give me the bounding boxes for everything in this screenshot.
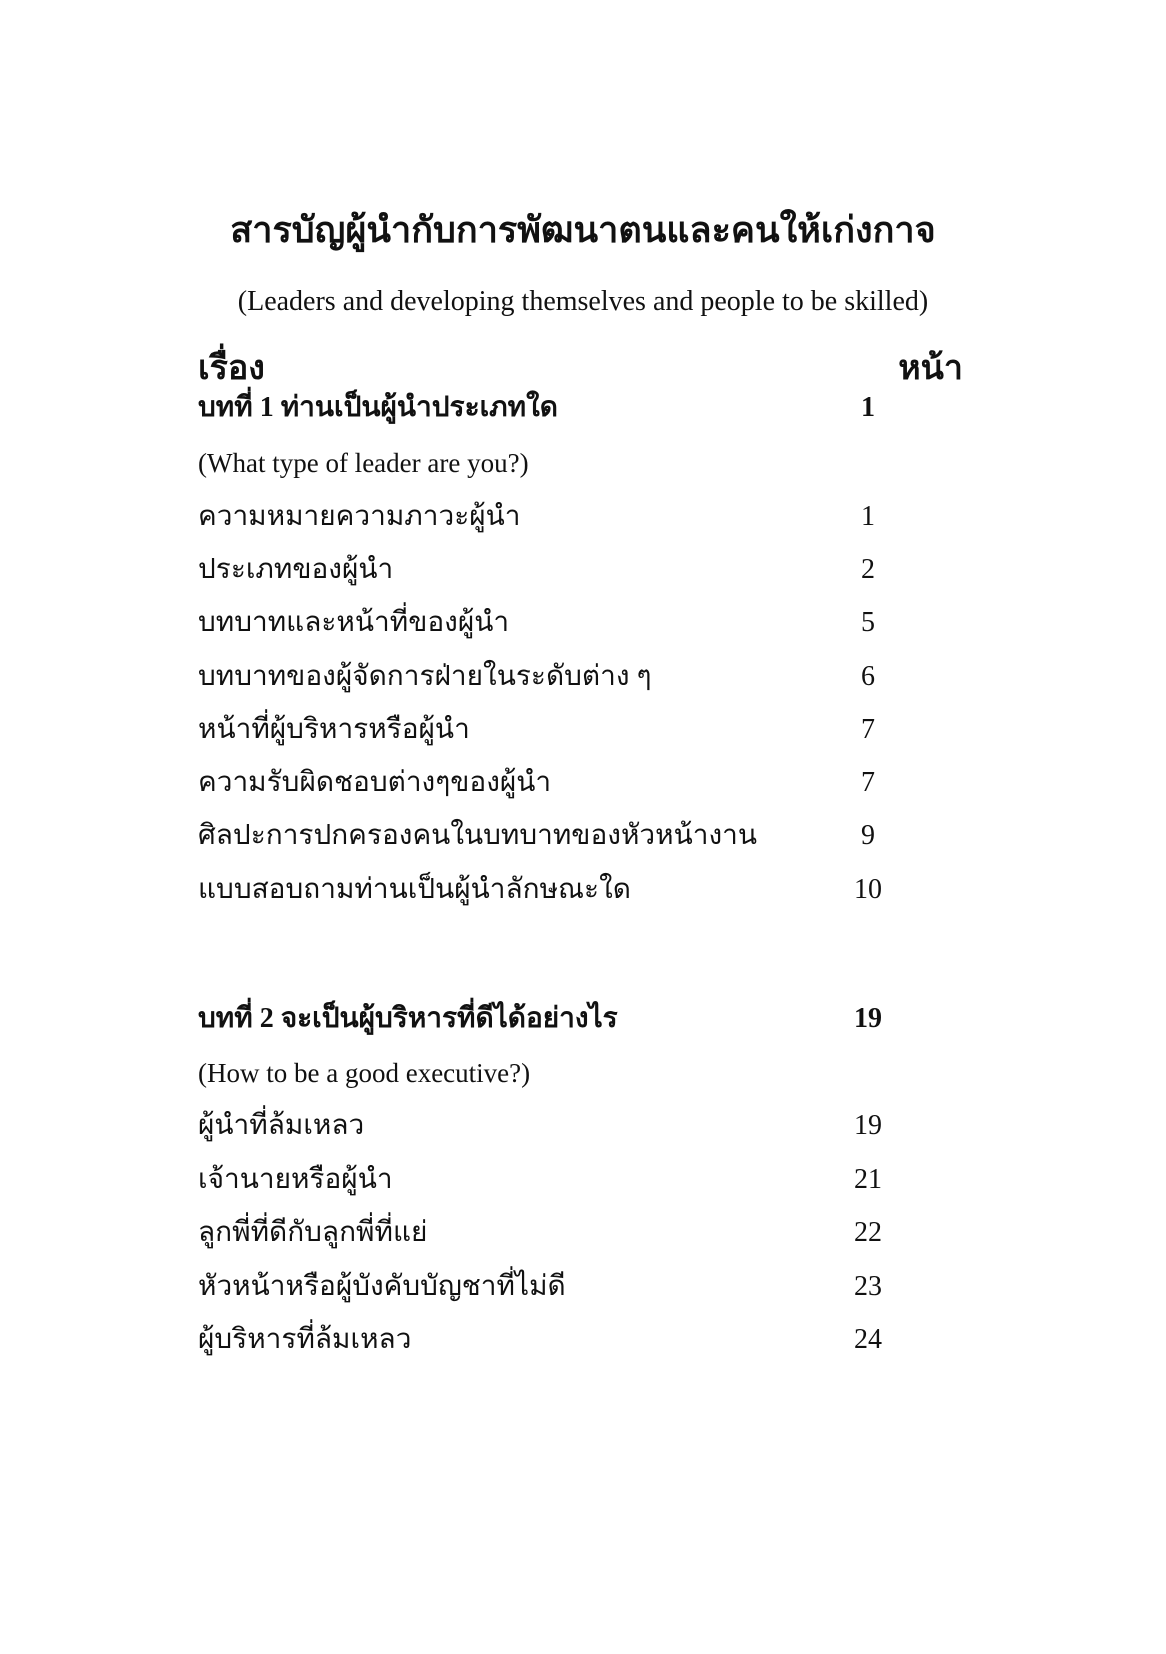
toc-entry xyxy=(198,497,938,537)
toc-entry xyxy=(198,1213,938,1253)
document-title: สารบัญผู้นำกับการพัฒนาตนและคนให้เก่งกาจ xyxy=(230,210,936,250)
toc-entry-label: ลูกพี่ที่ดีกับลูกพี่ที่แย่ xyxy=(198,1217,428,1248)
chapter-1-page: 1 xyxy=(861,392,875,423)
toc-entry xyxy=(198,1106,938,1146)
toc-entry-label: หัวหน้าหรือผู้บังคับบัญชาที่ไม่ดี xyxy=(198,1271,566,1302)
column-header-topic: เรื่อง xyxy=(198,350,265,387)
toc-entry-page: 19 xyxy=(854,1110,882,1141)
toc-entry-page: 6 xyxy=(861,661,875,692)
chapter-2-english xyxy=(198,1053,938,1093)
toc-entry-page: 24 xyxy=(854,1324,882,1355)
chapter-1-heading xyxy=(198,388,938,428)
toc-entry-page: 22 xyxy=(854,1217,882,1248)
toc-entry xyxy=(198,603,938,643)
toc-entry xyxy=(198,763,938,803)
toc-entry-page: 21 xyxy=(854,1164,882,1195)
toc-entry xyxy=(198,657,938,697)
toc-entry-label: บทบาทและหน้าที่ของผู้นำ xyxy=(198,607,510,638)
toc-entry xyxy=(198,1267,938,1307)
toc-entry-label: ประเภทของผู้นำ xyxy=(198,554,394,585)
chapter-2-english-text: (How to be a good executive?) xyxy=(198,1058,531,1088)
toc-entry-label: แบบสอบถามท่านเป็นผู้นำลักษณะใด xyxy=(198,874,631,905)
toc-entry-page: 10 xyxy=(854,874,882,905)
chapter-1-english xyxy=(198,443,938,483)
toc-entry-page: 7 xyxy=(861,767,875,798)
toc-entry xyxy=(198,710,938,750)
toc-entry-label: เจ้านายหรือผู้นำ xyxy=(198,1164,393,1195)
chapter-2-page: 19 xyxy=(854,1003,882,1034)
toc-entry-page: 1 xyxy=(861,501,875,532)
chapter-2-heading xyxy=(198,999,938,1039)
toc-entry-page: 2 xyxy=(861,554,875,585)
toc-entry xyxy=(198,870,938,910)
toc-entry-label: ผู้นำที่ล้มเหลว xyxy=(198,1110,365,1141)
toc-entry xyxy=(198,550,938,590)
toc-entry-label: ความหมายความภาวะผู้นำ xyxy=(198,501,521,532)
chapter-1-title: บทที่ 1 ท่านเป็นผู้นำประเภทใด xyxy=(198,392,558,423)
toc-entry-page: 7 xyxy=(861,714,875,745)
chapter-1-english-text: (What type of leader are you?) xyxy=(198,448,529,478)
toc-entry-label: ความรับผิดชอบต่างๆของผู้นำ xyxy=(198,767,552,798)
toc-entry-page: 5 xyxy=(861,607,875,638)
toc-entry xyxy=(198,1160,938,1200)
column-header-page: หน้า xyxy=(898,350,963,387)
toc-entry-page: 23 xyxy=(854,1271,882,1302)
toc-entry-label: หน้าที่ผู้บริหารหรือผู้นำ xyxy=(198,714,470,745)
toc-entry xyxy=(198,1320,938,1360)
toc-entry xyxy=(198,816,938,856)
toc-entry-label: ศิลปะการปกครองคนในบทบาทของหัวหน้างาน xyxy=(198,820,757,851)
document-subtitle: (Leaders and developing themselves and people to be skilled) xyxy=(237,286,929,317)
toc-entry-page: 9 xyxy=(861,820,875,851)
toc-entry-label: บทบาทของผู้จัดการฝ่ายในระดับต่าง ๆ xyxy=(198,661,652,692)
chapter-2-title: บทที่ 2 จะเป็นผู้บริหารที่ดีได้อย่างไร xyxy=(198,1003,618,1034)
toc-entry-label: ผู้บริหารที่ล้มเหลว xyxy=(198,1324,412,1355)
